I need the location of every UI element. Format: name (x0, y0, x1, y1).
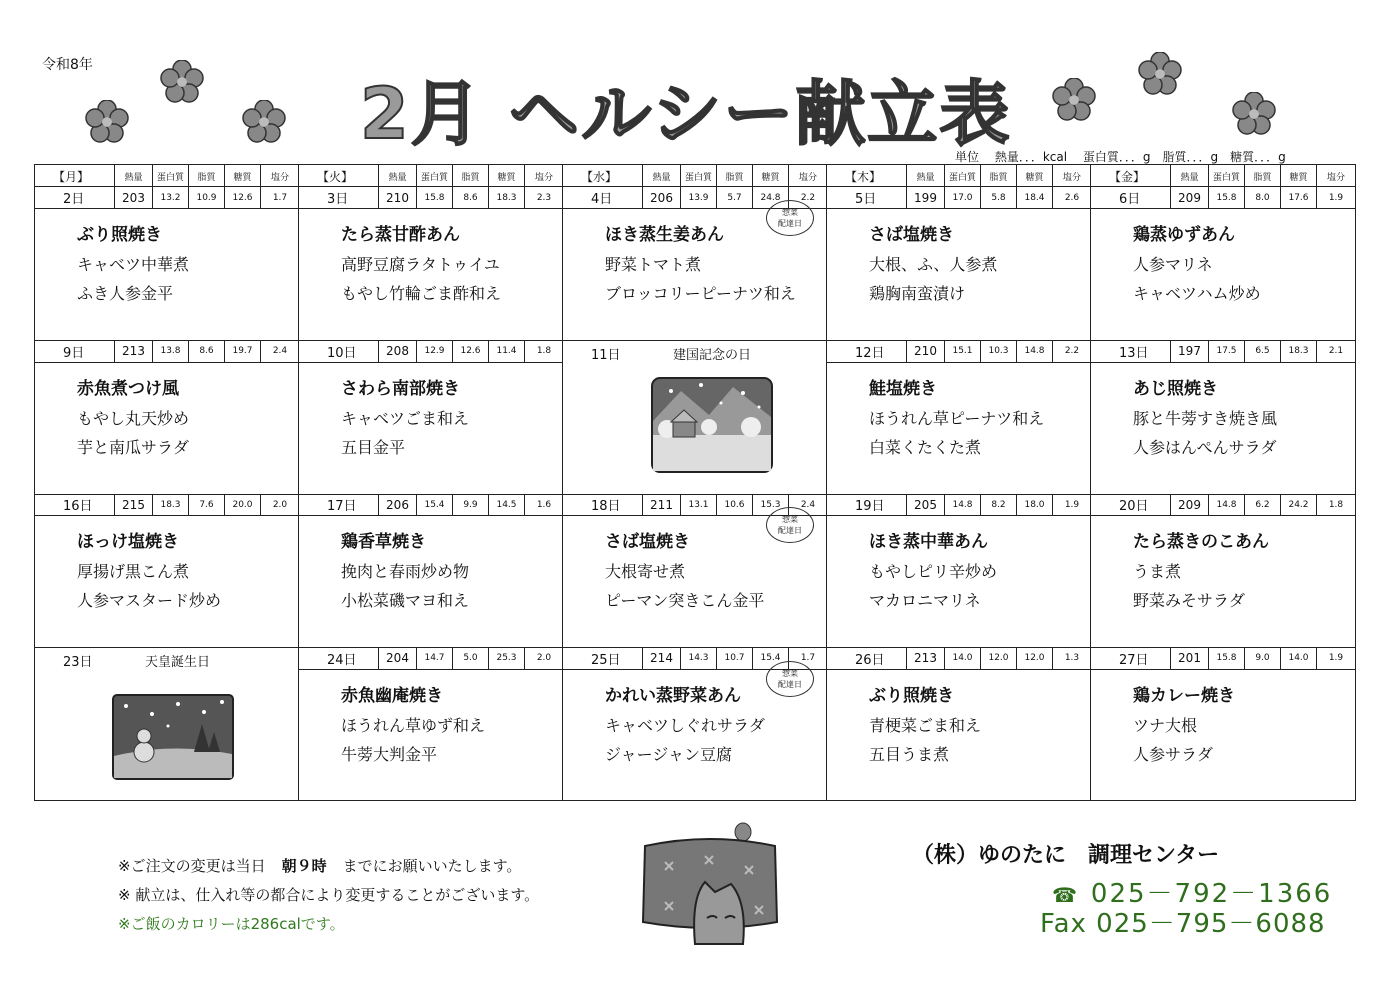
calories-value: 209 (1171, 494, 1209, 515)
nutrition-row (827, 648, 1091, 670)
salt-value: 2.0 (272, 499, 288, 510)
salt-value: 2.2 (1064, 346, 1080, 356)
protein-value: 12.9 (417, 341, 453, 362)
protein-value: 14.3 (681, 648, 717, 669)
menu-list (341, 528, 469, 615)
side-dish: キャベツハム炒め (1133, 284, 1261, 303)
snowman-illustration (112, 694, 234, 780)
side-dish: もやしピリ辛炒め (869, 562, 998, 581)
plum-flower-icon (1232, 92, 1276, 136)
calories-value: 208 (379, 341, 417, 362)
side-dish: 高野豆腐ラタトゥイユ (341, 255, 500, 274)
protein-value: 14.8 (1209, 494, 1245, 515)
menu-list (77, 528, 221, 615)
day-cell (299, 341, 563, 494)
side-dish: ジャージャン豆腐 (605, 744, 733, 764)
day-number: 2日 (35, 187, 115, 208)
salt-value: 2.3 (536, 192, 552, 203)
calories-value: 210 (379, 187, 417, 208)
order-notes (118, 852, 539, 939)
company-name: （株）ゆのたに 調理センター (912, 843, 1220, 868)
side-dish: 豚と牛蒡すき焼き風 (1133, 408, 1278, 428)
nutrition-row (827, 187, 1091, 209)
main-dish: 鶏蒸ゆずあん (1133, 225, 1235, 245)
holiday-header (35, 648, 299, 670)
cat-kotatsu-illustration (635, 822, 785, 950)
nutrient-header: 糖質 (753, 165, 789, 187)
phone-icon: ☎ (1052, 883, 1079, 907)
fat-value: 6.2 (1245, 494, 1281, 515)
main-dish: ぶり照焼き (869, 685, 954, 706)
side-dish: うま煮 (1133, 562, 1182, 581)
side-dish: 人参マスタード炒め (77, 591, 222, 610)
nutrient-header: 熱量 (907, 165, 945, 187)
day-cell (563, 494, 827, 647)
menu-list (1133, 221, 1261, 308)
note-line-3: ※ご飯のカロリーは286calです。 (118, 915, 345, 933)
nutrient-header: 熱量 (643, 165, 681, 187)
nutrient-header: 塩分 (1062, 172, 1081, 183)
menu-list (341, 682, 485, 769)
side-dish: キャベツしぐれサラダ (605, 715, 765, 735)
nutrition-row (299, 187, 563, 209)
protein-value: 15.1 (945, 341, 981, 362)
side-dish: 牛蒡大判金平 (341, 744, 438, 764)
holiday-header (563, 341, 827, 363)
weekday-label: 【金】 (1091, 165, 1171, 187)
day-cell (827, 648, 1091, 801)
carbs-value: 14.8 (1017, 341, 1053, 362)
main-dish: さば塩焼き (869, 225, 954, 245)
day-cell (563, 648, 827, 801)
salt-value: 1.7 (272, 192, 288, 203)
side-dish: 大根、ふ、人参煮 (869, 255, 998, 274)
protein-value: 14.7 (417, 648, 453, 669)
calories-value: 203 (115, 187, 153, 208)
day-cell (563, 187, 827, 340)
fat-value: 6.5 (1245, 341, 1281, 362)
nutrient-header: 蛋白質 (1209, 165, 1245, 187)
side-dish: 五目うま煮 (869, 744, 950, 764)
main-dish: ほき蒸中華あん (869, 532, 988, 552)
delivery-day-badge (766, 507, 814, 543)
calories-value: 210 (907, 341, 945, 362)
calories-value: 215 (115, 494, 153, 515)
weekday-label: 【火】 (299, 165, 379, 187)
carbs-value: 11.4 (489, 341, 525, 362)
weekday-label: 【月】 (35, 165, 115, 187)
side-dish: もやし竹輪ごま酢和え (341, 284, 502, 303)
main-dish: ほき蒸生姜あん (605, 225, 724, 245)
holiday-name: 建国記念の日 (673, 347, 752, 363)
fat-value: 9.0 (1245, 648, 1281, 669)
nutrient-header: 熱量 (379, 165, 417, 187)
calories-value: 214 (643, 648, 681, 669)
salt-value: 1.3 (1064, 653, 1080, 663)
menu-list (77, 375, 189, 462)
protein-value: 14.8 (945, 494, 981, 515)
salt-value: 2.4 (800, 499, 816, 510)
protein-value: 13.8 (153, 341, 189, 362)
day-number: 27日 (1091, 648, 1171, 669)
fat-value: 10.7 (717, 648, 753, 669)
weekday-header-cell (1091, 165, 1355, 186)
side-dish: ほうれん草ゆず和え (341, 715, 486, 735)
day-cell (299, 187, 563, 340)
protein-value: 15.8 (1209, 187, 1245, 208)
protein-value: 18.3 (153, 494, 189, 515)
carbs-value: 24.2 (1281, 494, 1317, 515)
salt-value: 1.9 (1328, 653, 1344, 663)
badge-text: 配達日 (778, 679, 802, 689)
side-dish: 鶏胸南蛮漬け (869, 284, 966, 303)
weekday-label: 【木】 (827, 165, 907, 187)
nutrient-header: 脂質 (453, 165, 489, 187)
plum-flower-icon (1052, 78, 1096, 122)
side-dish: 野菜みそサラダ (1133, 591, 1245, 610)
day-cell (35, 494, 299, 647)
side-dish: マカロニマリネ (869, 591, 981, 610)
calories-value: 204 (379, 648, 417, 669)
units-legend: 単位 熱量．．．kcal 蛋白質．．．g 脂質．．．g 糖質．．．g (955, 150, 1286, 164)
badge-text: 惣菜 (782, 668, 798, 678)
fat-value: 12.6 (453, 341, 489, 362)
nutrition-row (35, 494, 299, 516)
menu-list (341, 221, 501, 308)
era-label: 令和8年 (42, 57, 93, 73)
nutrition-row (1091, 341, 1355, 363)
carbs-value: 12.0 (1017, 648, 1053, 669)
menu-list (869, 528, 997, 615)
calories-value: 211 (643, 494, 681, 515)
salt-value: 2.6 (1064, 192, 1080, 203)
menu-list (341, 375, 469, 462)
weekday-header-cell (563, 165, 827, 186)
main-dish: 鶏カレー焼き (1133, 685, 1235, 706)
nutrition-row (299, 494, 563, 516)
menu-list (1133, 528, 1269, 615)
nutrient-header: 蛋白質 (681, 165, 717, 187)
calories-value: 206 (643, 187, 681, 208)
day-number: 11日 (591, 347, 621, 363)
note-line-2: ※ 献立は、仕入れ等の都合により変更することがございます。 (118, 886, 540, 904)
day-cell (827, 187, 1091, 340)
nutrient-header: 脂質 (189, 165, 225, 187)
nutrient-header: 脂質 (981, 165, 1017, 187)
day-number: 12日 (827, 341, 907, 362)
fat-value: 8.6 (453, 187, 489, 208)
note-text: ※ご注文の変更は当日 (118, 857, 266, 875)
main-dish: 鶏香草焼き (341, 532, 426, 552)
side-dish: ツナ大根 (1133, 715, 1198, 735)
main-dish: 赤魚煮つけ風 (77, 378, 179, 399)
day-cell (35, 187, 299, 340)
day-number: 6日 (1091, 187, 1171, 208)
main-dish: ほっけ塩焼き (77, 532, 179, 552)
menu-list (605, 528, 764, 615)
week-row (35, 187, 1355, 340)
fat-value: 10.9 (189, 187, 225, 208)
day-cell (1091, 187, 1355, 340)
snowy-village-illustration (651, 377, 773, 473)
fax-number: Fax 025－795－6088 (1040, 909, 1326, 939)
fat-value: 8.6 (189, 341, 225, 362)
carbs-value: 18.3 (489, 187, 525, 208)
weekday-header (563, 165, 827, 187)
main-dish: かれい蒸野菜あん (605, 685, 741, 706)
carbs-value: 19.7 (225, 341, 261, 362)
menu-list (605, 221, 796, 308)
side-dish: 小松菜磯マヨ和え (341, 591, 470, 610)
salt-value: 2.0 (536, 653, 552, 663)
delivery-day-badge (766, 200, 814, 236)
nutrient-header: 塩分 (798, 172, 817, 183)
nutrient-header: 糖質 (1017, 165, 1053, 187)
weekday-header (35, 165, 299, 187)
main-dish: たら蒸甘酢あん (341, 225, 460, 245)
nutrient-header: 蛋白質 (417, 165, 453, 187)
salt-value: 2.4 (272, 346, 288, 356)
day-number: 26日 (827, 648, 907, 669)
carbs-value: 18.0 (1017, 494, 1053, 515)
day-number: 18日 (563, 494, 643, 515)
main-dish: 赤魚幽庵焼き (341, 685, 443, 706)
day-number: 17日 (299, 494, 379, 515)
side-dish: 芋と南瓜サラダ (77, 437, 189, 457)
fat-value: 9.9 (453, 494, 489, 515)
fat-value: 5.7 (717, 187, 753, 208)
calories-value: 205 (907, 494, 945, 515)
main-dish: ぶり照焼き (77, 225, 162, 245)
weekday-header-cell (827, 165, 1091, 186)
side-dish: ブロッコリーピーナツ和え (605, 284, 796, 303)
salt-value: 2.2 (800, 192, 816, 203)
nutrient-header: 蛋白質 (945, 165, 981, 187)
day-cell (1091, 648, 1355, 801)
nutrient-header: 熱量 (115, 165, 153, 187)
phone-text: 025－792－1366 (1090, 879, 1333, 909)
fat-value: 7.6 (189, 494, 225, 515)
weekday-header-cell (299, 165, 563, 186)
nutrient-header: 糖質 (1281, 165, 1317, 187)
day-number: 19日 (827, 494, 907, 515)
nutrient-header: 塩分 (534, 172, 553, 183)
nutrient-header: 塩分 (1326, 172, 1345, 183)
fat-value: 5.0 (453, 648, 489, 669)
nutrient-header: 糖質 (225, 165, 261, 187)
main-dish: あじ照焼き (1133, 378, 1218, 399)
calories-value: 213 (907, 648, 945, 669)
fat-value: 10.6 (717, 494, 753, 515)
plum-flower-icon (160, 60, 204, 104)
side-dish: 厚揚げ黒こん煮 (77, 562, 190, 581)
delivery-day-badge (766, 661, 814, 697)
day-number: 10日 (299, 341, 379, 362)
nutrient-header: 糖質 (489, 165, 525, 187)
fat-value: 8.2 (981, 494, 1017, 515)
calories-value: 197 (1171, 341, 1209, 362)
weekday-header-cell (35, 165, 299, 186)
weekday-header (1091, 165, 1355, 187)
week-row (35, 494, 1355, 647)
holiday-name: 天皇誕生日 (145, 654, 211, 670)
day-cell (1091, 341, 1355, 494)
nutrition-row (1091, 648, 1355, 670)
nutrition-row (827, 494, 1091, 516)
nutrition-row (35, 187, 299, 209)
side-dish: ほうれん草ピーナツ和え (869, 408, 1045, 428)
salt-value: 1.9 (1064, 499, 1080, 510)
calories-value: 201 (1171, 648, 1209, 669)
badge-text: 惣菜 (782, 208, 798, 217)
side-dish: 大根寄せ煮 (605, 562, 686, 581)
protein-value: 17.0 (945, 187, 981, 208)
day-cell (35, 341, 299, 494)
weekday-header (299, 165, 563, 187)
day-number: 9日 (35, 341, 115, 362)
menu-list (869, 682, 981, 769)
salt-value: 1.6 (536, 499, 552, 510)
menu-list (869, 375, 1044, 462)
day-cell (299, 494, 563, 647)
carbs-value: 14.0 (1281, 648, 1317, 669)
protein-value: 15.8 (417, 187, 453, 208)
menu-list (1133, 682, 1235, 769)
day-number: 25日 (563, 648, 643, 669)
protein-value: 13.1 (681, 494, 717, 515)
menu-list (1133, 375, 1277, 462)
salt-value: 1.9 (1328, 192, 1344, 203)
nutrient-header: 脂質 (717, 165, 753, 187)
side-dish: キャベツ中華煮 (77, 255, 190, 274)
menu-list (77, 221, 189, 308)
main-dish: さば塩焼き (605, 532, 690, 552)
protein-value: 15.8 (1209, 648, 1245, 669)
carbs-value: 15.4 (753, 648, 789, 669)
side-dish: 野菜トマト煮 (605, 255, 702, 274)
fat-value: 10.3 (981, 341, 1017, 362)
weekday-label: 【水】 (563, 165, 643, 187)
side-dish: 人参マリネ (1133, 255, 1213, 274)
nutrition-row (299, 648, 563, 670)
protein-value: 13.2 (153, 187, 189, 208)
weekday-header (827, 165, 1091, 187)
plum-flower-icon (85, 100, 129, 144)
side-dish: 人参サラダ (1133, 744, 1213, 764)
fat-value: 12.0 (981, 648, 1017, 669)
day-number: 20日 (1091, 494, 1171, 515)
day-number: 16日 (35, 494, 115, 515)
note-line-1 (118, 852, 539, 881)
badge-text: 配達日 (778, 526, 802, 535)
salt-value: 1.7 (800, 653, 816, 663)
carbs-value: 12.6 (225, 187, 261, 208)
carbs-value: 15.3 (753, 494, 789, 515)
side-dish: 人参はんぺんサラダ (1133, 437, 1277, 457)
nutrition-row (1091, 187, 1355, 209)
deadline-time: 朝９時 (281, 857, 327, 875)
page-title: 2月 ヘルシー献立表 (360, 73, 1012, 155)
day-cell (827, 341, 1091, 494)
day-number: 24日 (299, 648, 379, 669)
side-dish: ふき人参金平 (77, 284, 174, 303)
day-cell (1091, 494, 1355, 647)
day-number: 13日 (1091, 341, 1171, 362)
side-dish: ピーマン突きこん金平 (605, 591, 765, 610)
protein-value: 17.5 (1209, 341, 1245, 362)
nutrition-row (35, 341, 299, 363)
day-number: 5日 (827, 187, 907, 208)
side-dish: 挽肉と春雨炒め物 (341, 562, 470, 581)
menu-list (605, 682, 765, 769)
plum-flower-icon (1138, 52, 1182, 96)
nutrition-row (1091, 494, 1355, 516)
nutrition-row (827, 341, 1091, 363)
fat-value: 5.8 (981, 187, 1017, 208)
day-cell (827, 494, 1091, 647)
badge-text: 配達日 (778, 219, 802, 228)
note-text: までにお願いいたします。 (342, 857, 522, 875)
main-dish: さわら南部焼き (341, 378, 460, 399)
protein-value: 14.0 (945, 648, 981, 669)
plum-flower-icon (242, 100, 286, 144)
nutrient-header: 熱量 (1171, 165, 1209, 187)
carbs-value: 20.0 (225, 494, 261, 515)
salt-value: 1.8 (536, 346, 552, 356)
carbs-value: 18.4 (1017, 187, 1053, 208)
calories-value: 209 (1171, 187, 1209, 208)
day-cell (299, 648, 563, 801)
side-dish: 五目金平 (341, 437, 406, 457)
badge-text: 惣菜 (782, 515, 798, 524)
side-dish: キャベツごま和え (341, 408, 470, 428)
day-number: 23日 (63, 654, 93, 670)
nutrient-header: 塩分 (270, 172, 289, 183)
calories-value: 213 (115, 341, 153, 362)
nutrient-header: 脂質 (1245, 165, 1281, 187)
carbs-value: 17.6 (1281, 187, 1317, 208)
main-dish: たら蒸きのこあん (1133, 532, 1269, 552)
side-dish: 青梗菜ごま和え (869, 715, 982, 735)
nutrient-header: 蛋白質 (153, 165, 189, 187)
nutrition-row (299, 341, 563, 363)
day-number: 3日 (299, 187, 379, 208)
protein-value: 15.4 (417, 494, 453, 515)
side-dish: 白菜くたくた煮 (869, 437, 982, 457)
side-dish: もやし丸天炒め (77, 408, 190, 428)
weekday-header-row (35, 165, 1355, 186)
carbs-value: 25.3 (489, 648, 525, 669)
salt-value: 1.8 (1328, 499, 1344, 510)
calories-value: 199 (907, 187, 945, 208)
protein-value: 13.9 (681, 187, 717, 208)
carbs-value: 18.3 (1281, 341, 1317, 362)
fat-value: 8.0 (1245, 187, 1281, 208)
carbs-value: 14.5 (489, 494, 525, 515)
day-number: 4日 (563, 187, 643, 208)
carbs-value: 24.8 (753, 187, 789, 208)
menu-list (869, 221, 997, 308)
salt-value: 2.1 (1328, 346, 1344, 356)
main-dish: 鮭塩焼き (869, 378, 937, 399)
calories-value: 206 (379, 494, 417, 515)
